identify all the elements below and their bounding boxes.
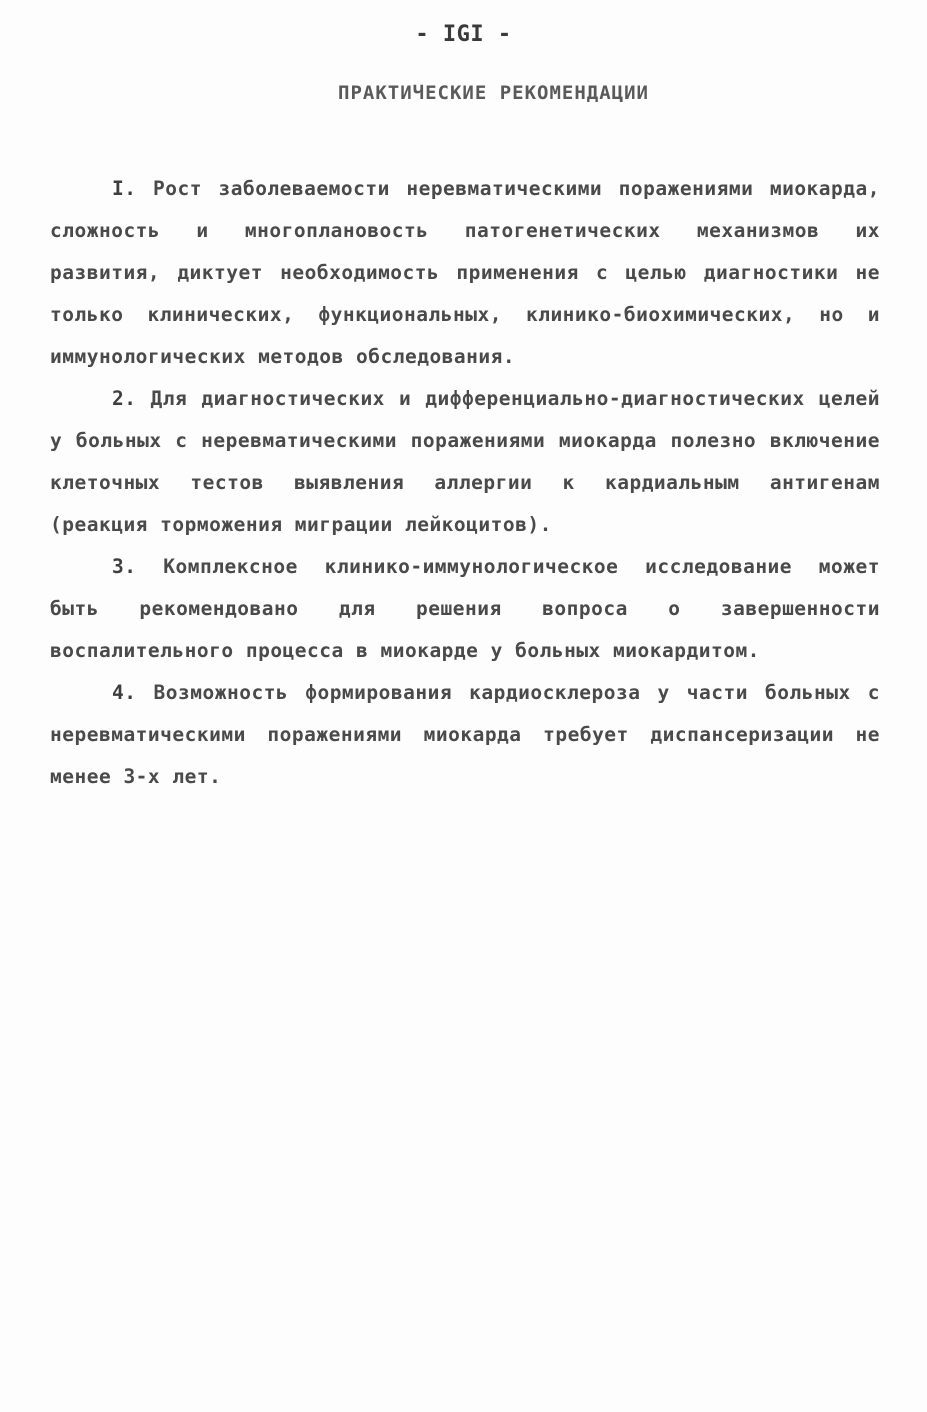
body-text [50, 168, 880, 798]
section-heading: ПРАКТИЧЕСКИЕ РЕКОМЕНДАЦИИ [338, 82, 649, 104]
paragraph-text: Комплексное клинико-иммунологическое исследование может быть рекомендовано для решения вопроса о завершенности воспалительного процесса в миокарде у больных миокардитом. [50, 555, 880, 662]
paragraph-number: 2. [112, 387, 137, 410]
paragraph-number: 3. [112, 555, 137, 578]
paragraph-4 [50, 672, 880, 798]
paragraph-1 [50, 168, 880, 378]
paragraph-3 [50, 546, 880, 672]
page-number: - IGI - [415, 22, 512, 47]
paragraph-text: Возможность формирования кардиосклероза у части больных с неревматическими поражениями миокарда требует диспансеризации не менее 3-х лет. [50, 681, 880, 788]
paragraph-number: I. [112, 177, 137, 200]
paragraph-text: Для диагностических и дифференциально-диагностических целей у больных с неревматическими поражениями миокарда полезно включение клеточных тестов выявления аллергии к кардиальным антигенам (реакция торможения миграции лейкоцитов). [50, 387, 880, 536]
paragraph-2 [50, 378, 880, 546]
paragraph-text: Рост заболеваемости неревматическими поражениями миокарда, сложность и многоплановость патогенетических механизмов их развития, диктует необходимость применения с целью диагностики не только клинических, функциональных, клинико-биохимических, но и иммунологических методов обследования. [50, 177, 880, 368]
paragraph-number: 4. [112, 681, 137, 704]
